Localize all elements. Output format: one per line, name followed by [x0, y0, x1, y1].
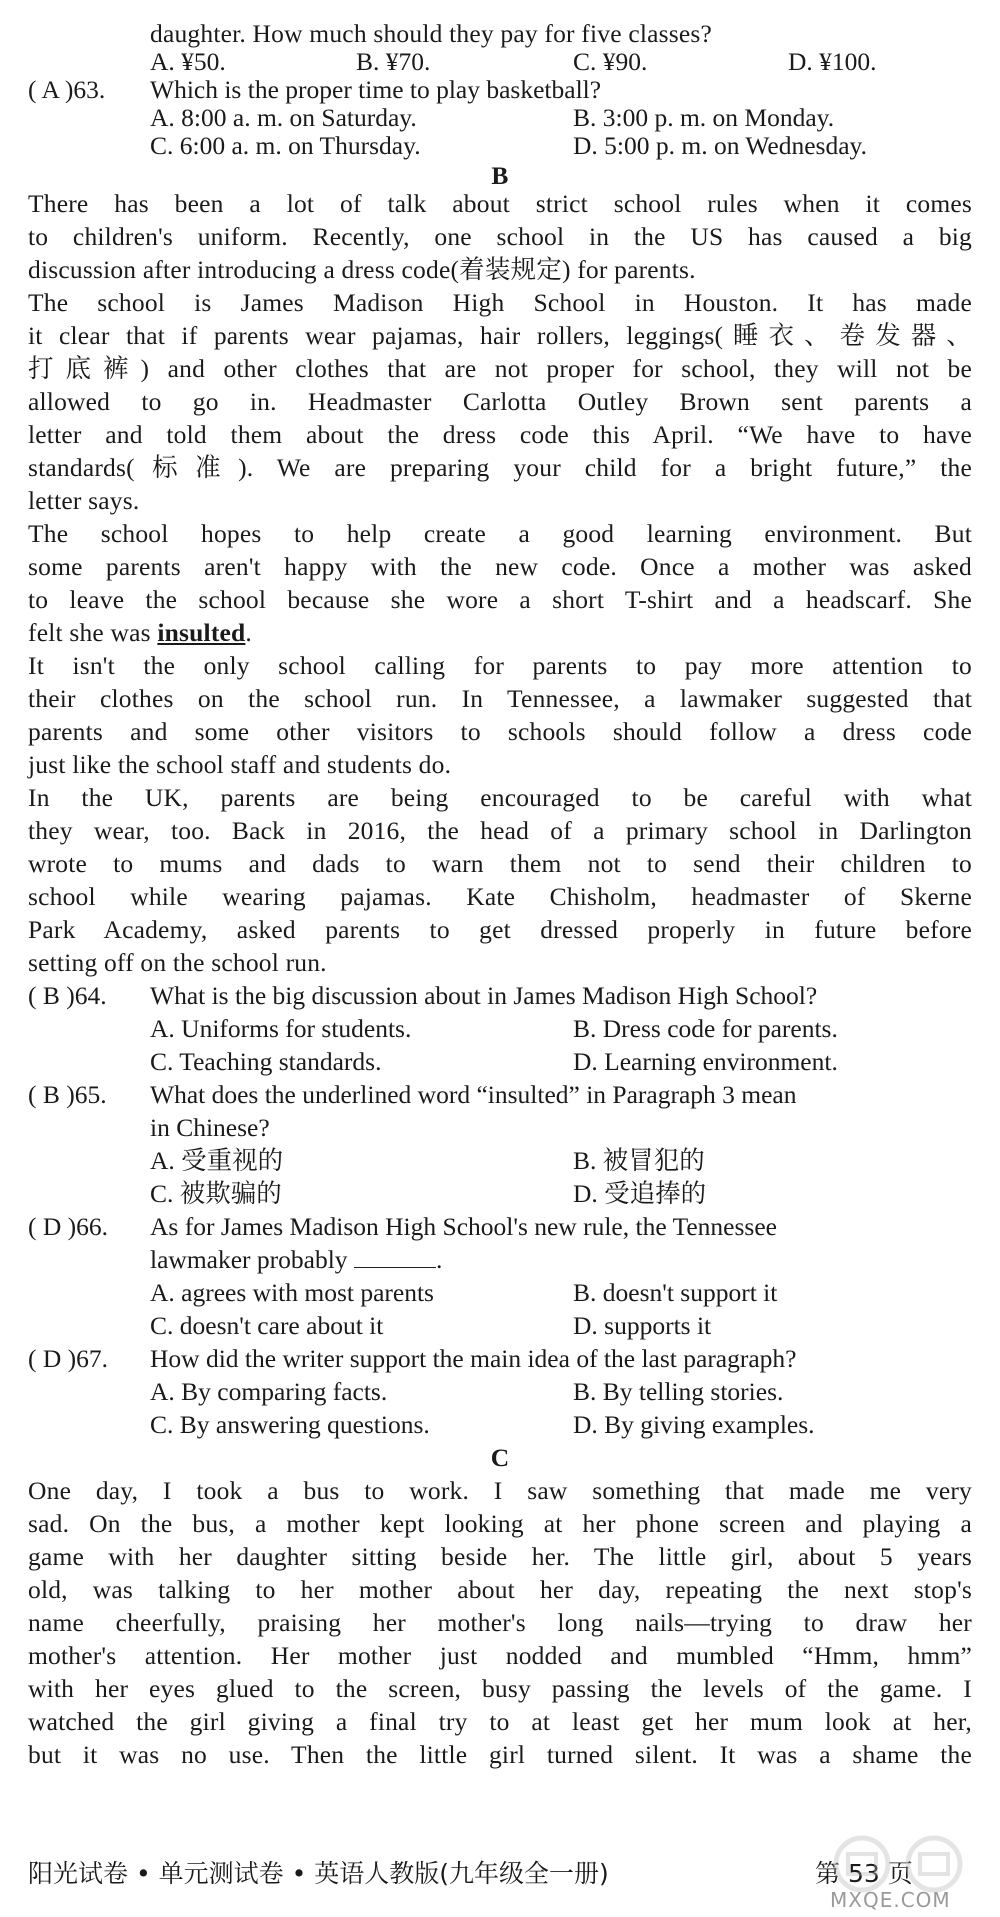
passage-b-line: it clear that if parents wear pajamas, hair rollers, leggings(睡衣、卷发器、	[28, 321, 972, 350]
passage-b-line: standards(标准). We are preparing your child for a bright future,” the	[28, 453, 972, 482]
passage-b-line: to leave the school because she wore a short T-shirt and a headscarf. She	[28, 585, 972, 614]
q66-question-text: lawmaker probably	[150, 1245, 354, 1274]
passage-b-line: some parents aren't happy with the new code. Once a mother was asked	[28, 552, 972, 581]
q64-answer: ( B )64.	[28, 981, 107, 1010]
q66-question-period: .	[435, 1245, 443, 1274]
passage-c-line: sad. On the bus, a mother kept looking at her phone screen and playing a	[28, 1509, 972, 1538]
passage-b-line: parents and some other visitors to schools should follow a dress code	[28, 717, 972, 746]
q65-option-a: A. 受重视的	[150, 1146, 284, 1175]
q62-question-line: daughter. How much should they pay for five classes?	[150, 19, 713, 48]
passage-b-line: It isn't the only school calling for parents to pay more attention to	[28, 651, 972, 680]
q63-answer: ( A )63.	[28, 75, 106, 104]
q64-option-a: A. Uniforms for students.	[150, 1014, 412, 1043]
q65-answer: ( B )65.	[28, 1080, 107, 1109]
footer-title: 阳光试卷 • 单元测试卷 • 英语人教版(九年级全一册)	[28, 1859, 609, 1888]
q65-option-b: B. 被冒犯的	[573, 1146, 705, 1175]
watermark-text: MXQE.COM	[830, 1888, 951, 1912]
q64-option-c: C. Teaching standards.	[150, 1047, 382, 1076]
q66-option-c: C. doesn't care about it	[150, 1311, 384, 1340]
passage-b-line: In the UK, parents are being encouraged to be careful with what	[28, 783, 972, 812]
q63-question: Which is the proper time to play basketball?	[150, 75, 602, 104]
q66-question-cont	[150, 1244, 442, 1276]
passage-b-line: discussion after introducing a dress code(着装规定) for parents.	[28, 255, 696, 284]
q64-question: What is the big discussion about in James Madison High School?	[150, 981, 818, 1010]
passage-c-line: game with her daughter sitting beside her. The little girl, about 5 years	[28, 1542, 972, 1571]
q66-option-b: B. doesn't support it	[573, 1278, 778, 1307]
q67-option-a: A. By comparing facts.	[150, 1377, 388, 1406]
passage-b-line: letter and told them about the dress code this April. “We have to have	[28, 420, 972, 449]
q66-option-d: D. supports it	[573, 1311, 712, 1340]
insulted-word: insulted	[157, 618, 246, 647]
passage-b-line: Park Academy, asked parents to get dressed properly in future before	[28, 915, 972, 944]
passage-b-line: The school hopes to help create a good learning environment. But	[28, 519, 972, 548]
passage-b-line: allowed to go in. Headmaster Carlotta Outley Brown sent parents a	[28, 387, 972, 416]
passage-c-line: old, was talking to her mother about her day, repeating the next stop's	[28, 1575, 972, 1604]
q67-option-b: B. By telling stories.	[573, 1377, 784, 1406]
q65-question-cont: in Chinese?	[150, 1113, 270, 1142]
q67-option-d: D. By giving examples.	[573, 1410, 815, 1439]
page-number: 第 53 页	[815, 1859, 913, 1888]
passage-c-line: name cheerfully, praising her mother's long nails—trying to draw her	[28, 1608, 972, 1637]
passage-b-line: to children's uniform. Recently, one school in the US has caused a big	[28, 222, 972, 251]
q63-option-d: D. 5:00 p. m. on Wednesday.	[573, 131, 867, 160]
q64-option-d: D. Learning environment.	[573, 1047, 838, 1076]
q66-option-a: A. agrees with most parents	[150, 1278, 434, 1307]
section-c-heading: C	[490, 1443, 510, 1472]
passage-b-line: The school is James Madison High School in Houston. It has made	[28, 288, 972, 317]
q65-option-d: D. 受追捧的	[573, 1179, 707, 1208]
passage-b-line: they wear, too. Back in 2016, the head of a primary school in Darlington	[28, 816, 972, 845]
passage-b-line: letter says.	[28, 486, 140, 515]
q66-question: As for James Madison High School's new rule, the Tennessee	[150, 1212, 777, 1241]
passage-c-line: but it was no use. Then the little girl turned silent. It was a shame the	[28, 1740, 972, 1769]
passage-b-line: their clothes on the school run. In Tennessee, a lawmaker suggested that	[28, 684, 972, 713]
passage-b-line: wrote to mums and dads to warn them not to send their children to	[28, 849, 972, 878]
passage-b-line: setting off on the school run.	[28, 948, 327, 977]
answer-blank	[354, 1245, 436, 1268]
passage-c-line: mother's attention. Her mother just nodded and mumbled “Hmm, hmm”	[28, 1641, 972, 1670]
q67-option-c: C. By answering questions.	[150, 1410, 430, 1439]
passage-c-line: with her eyes glued to the screen, busy passing the levels of the game. I	[28, 1674, 972, 1703]
q67-question: How did the writer support the main idea of the last paragraph?	[150, 1344, 797, 1373]
passage-b-line-insulted	[28, 617, 252, 649]
q62-option-c: C. ¥90.	[573, 47, 648, 76]
insulted-prefix: felt she was	[28, 618, 158, 647]
q64-option-b: B. Dress code for parents.	[573, 1014, 838, 1043]
section-b-heading: B	[491, 161, 509, 190]
q65-option-c: C. 被欺骗的	[150, 1179, 282, 1208]
q65-question: What does the underlined word “insulted” in Paragraph 3 mean	[150, 1080, 797, 1109]
q62-option-d: D. ¥100.	[788, 47, 877, 76]
passage-b-line: just like the school staff and students do.	[28, 750, 452, 779]
insulted-suffix: .	[245, 618, 252, 647]
q66-answer: ( D )66.	[28, 1212, 109, 1241]
passage-b-line: There has been a lot of talk about strict school rules when it comes	[28, 189, 972, 218]
passage-b-line: school while wearing pajamas. Kate Chisholm, headmaster of Skerne	[28, 882, 972, 911]
passage-c-line: watched the girl giving a final try to at least get her mum look at her,	[28, 1707, 972, 1736]
q63-option-c: C. 6:00 a. m. on Thursday.	[150, 131, 421, 160]
passage-c-line: One day, I took a bus to work. I saw something that made me very	[28, 1476, 972, 1505]
q62-option-a: A. ¥50.	[150, 47, 226, 76]
q67-answer: ( D )67.	[28, 1344, 109, 1373]
q62-option-b: B. ¥70.	[356, 47, 431, 76]
passage-b-line: 打底裤) and other clothes that are not proper for school, they will not be	[28, 354, 972, 383]
q63-option-a: A. 8:00 a. m. on Saturday.	[150, 103, 417, 132]
q63-option-b: B. 3:00 p. m. on Monday.	[573, 103, 835, 132]
